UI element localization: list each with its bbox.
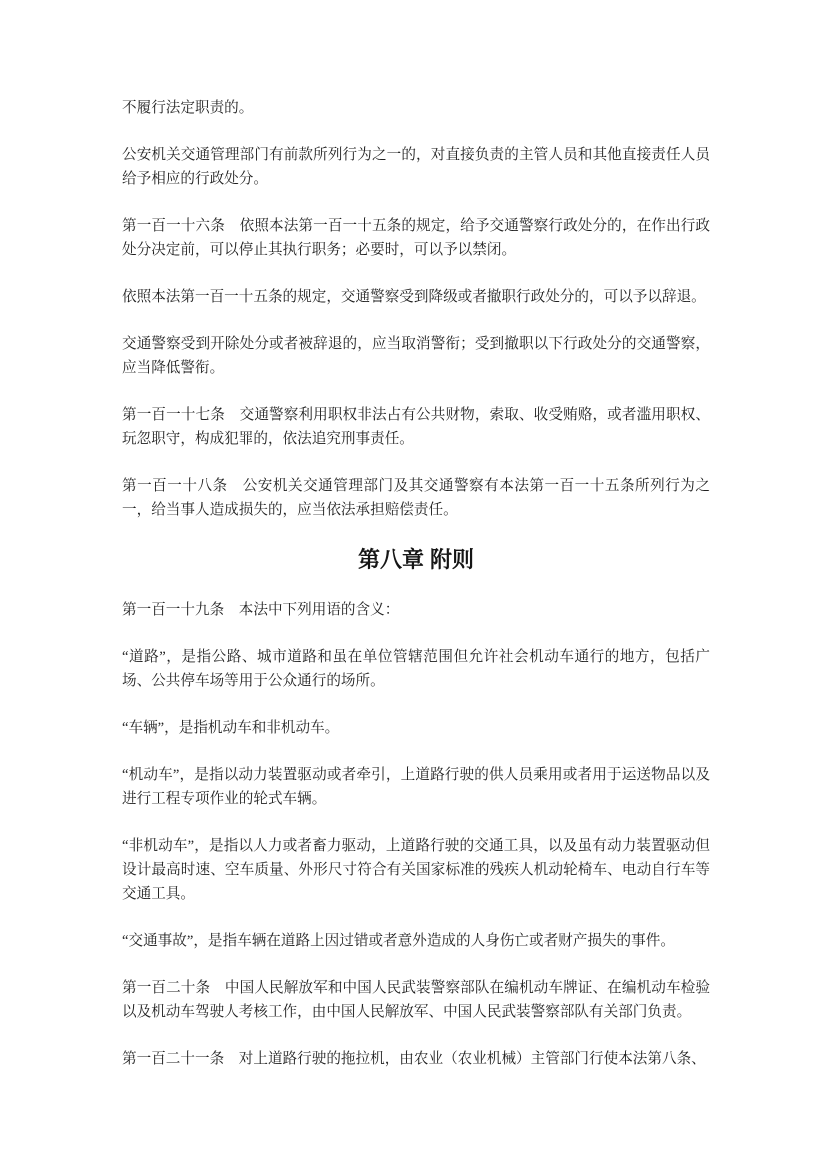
definition-road: “道路”，是指公路、城市道路和虽在单位管辖范围但允许社会机动车通行的地方，包括广场、公共停车场等用于公众通行的场所。 [122,649,710,689]
article-120-paragraph: 第一百二十条 中国人民解放军和中国人民武装警察部队在编机动车牌证、在编机动车检验以及机动车驾驶人考核工作，由中国人民解放军、中国人民武装警察部队有关部门负责。 [122,980,710,1020]
article-116-paragraph: 第一百一十六条 依照本法第一百一十五条的规定，给予交通警察行政处分的，在作出行政处分决定前，可以停止其执行职务；必要时，可以予以禁闭。 [122,218,710,258]
definition-traffic-accident: “交通事故”，是指车辆在道路上因过错或者意外造成的人身伤亡或者财产损失的事件。 [122,933,675,949]
article-116-clause-2: 依照本法第一百一十五条的规定，交通警察受到降级或者撤职行政处分的，可以予以辞退。 [122,289,706,305]
paragraph-clause-continuation: 不履行法定职责的。 [122,100,254,116]
definition-vehicle: “车辆”，是指机动车和非机动车。 [122,720,340,736]
article-121-paragraph: 第一百二十一条 对上道路行驶的拖拉机，由农业（农业机械）主管部门行使本法第八条、 [122,1051,706,1067]
article-116-clause-3: 交通警察受到开除处分或者被辞退的，应当取消警衔；受到撤职以下行政处分的交通警察，应当降低警衔。 [122,336,710,376]
article-117-paragraph: 第一百一十七条 交通警察利用职权非法占有公共财物，索取、收受贿赂，或者滥用职权、玩忽职守，构成犯罪的，依法追究刑事责任。 [122,407,710,447]
definition-non-motor-vehicle: “非机动车”，是指以人力或者畜力驱动，上道路行驶的交通工具，以及虽有动力装置驱动但设计最高时速、空车质量、外形尺寸符合有关国家标准的残疾人机动轮椅车、电动自行车等交通工具。 [122,838,710,902]
chapter-8-heading: 第八章 附则 [357,547,475,572]
article-118-paragraph: 第一百一十八条 公安机关交通管理部门及其交通警察有本法第一百一十五条所列行为之一，给当事人造成损失的，应当依法承担赔偿责任。 [122,478,710,518]
article-119-paragraph: 第一百一十九条 本法中下列用语的含义： [122,602,400,618]
definition-motor-vehicle: “机动车”，是指以动力装置驱动或者牵引，上道路行驶的供人员乘用或者用于运送物品以及进行工程专项作业的轮式车辆。 [122,767,710,807]
paragraph-admin-sanction: 公安机关交通管理部门有前款所列行为之一的，对直接负责的主管人员和其他直接责任人员给予相应的行政处分。 [122,147,710,187]
